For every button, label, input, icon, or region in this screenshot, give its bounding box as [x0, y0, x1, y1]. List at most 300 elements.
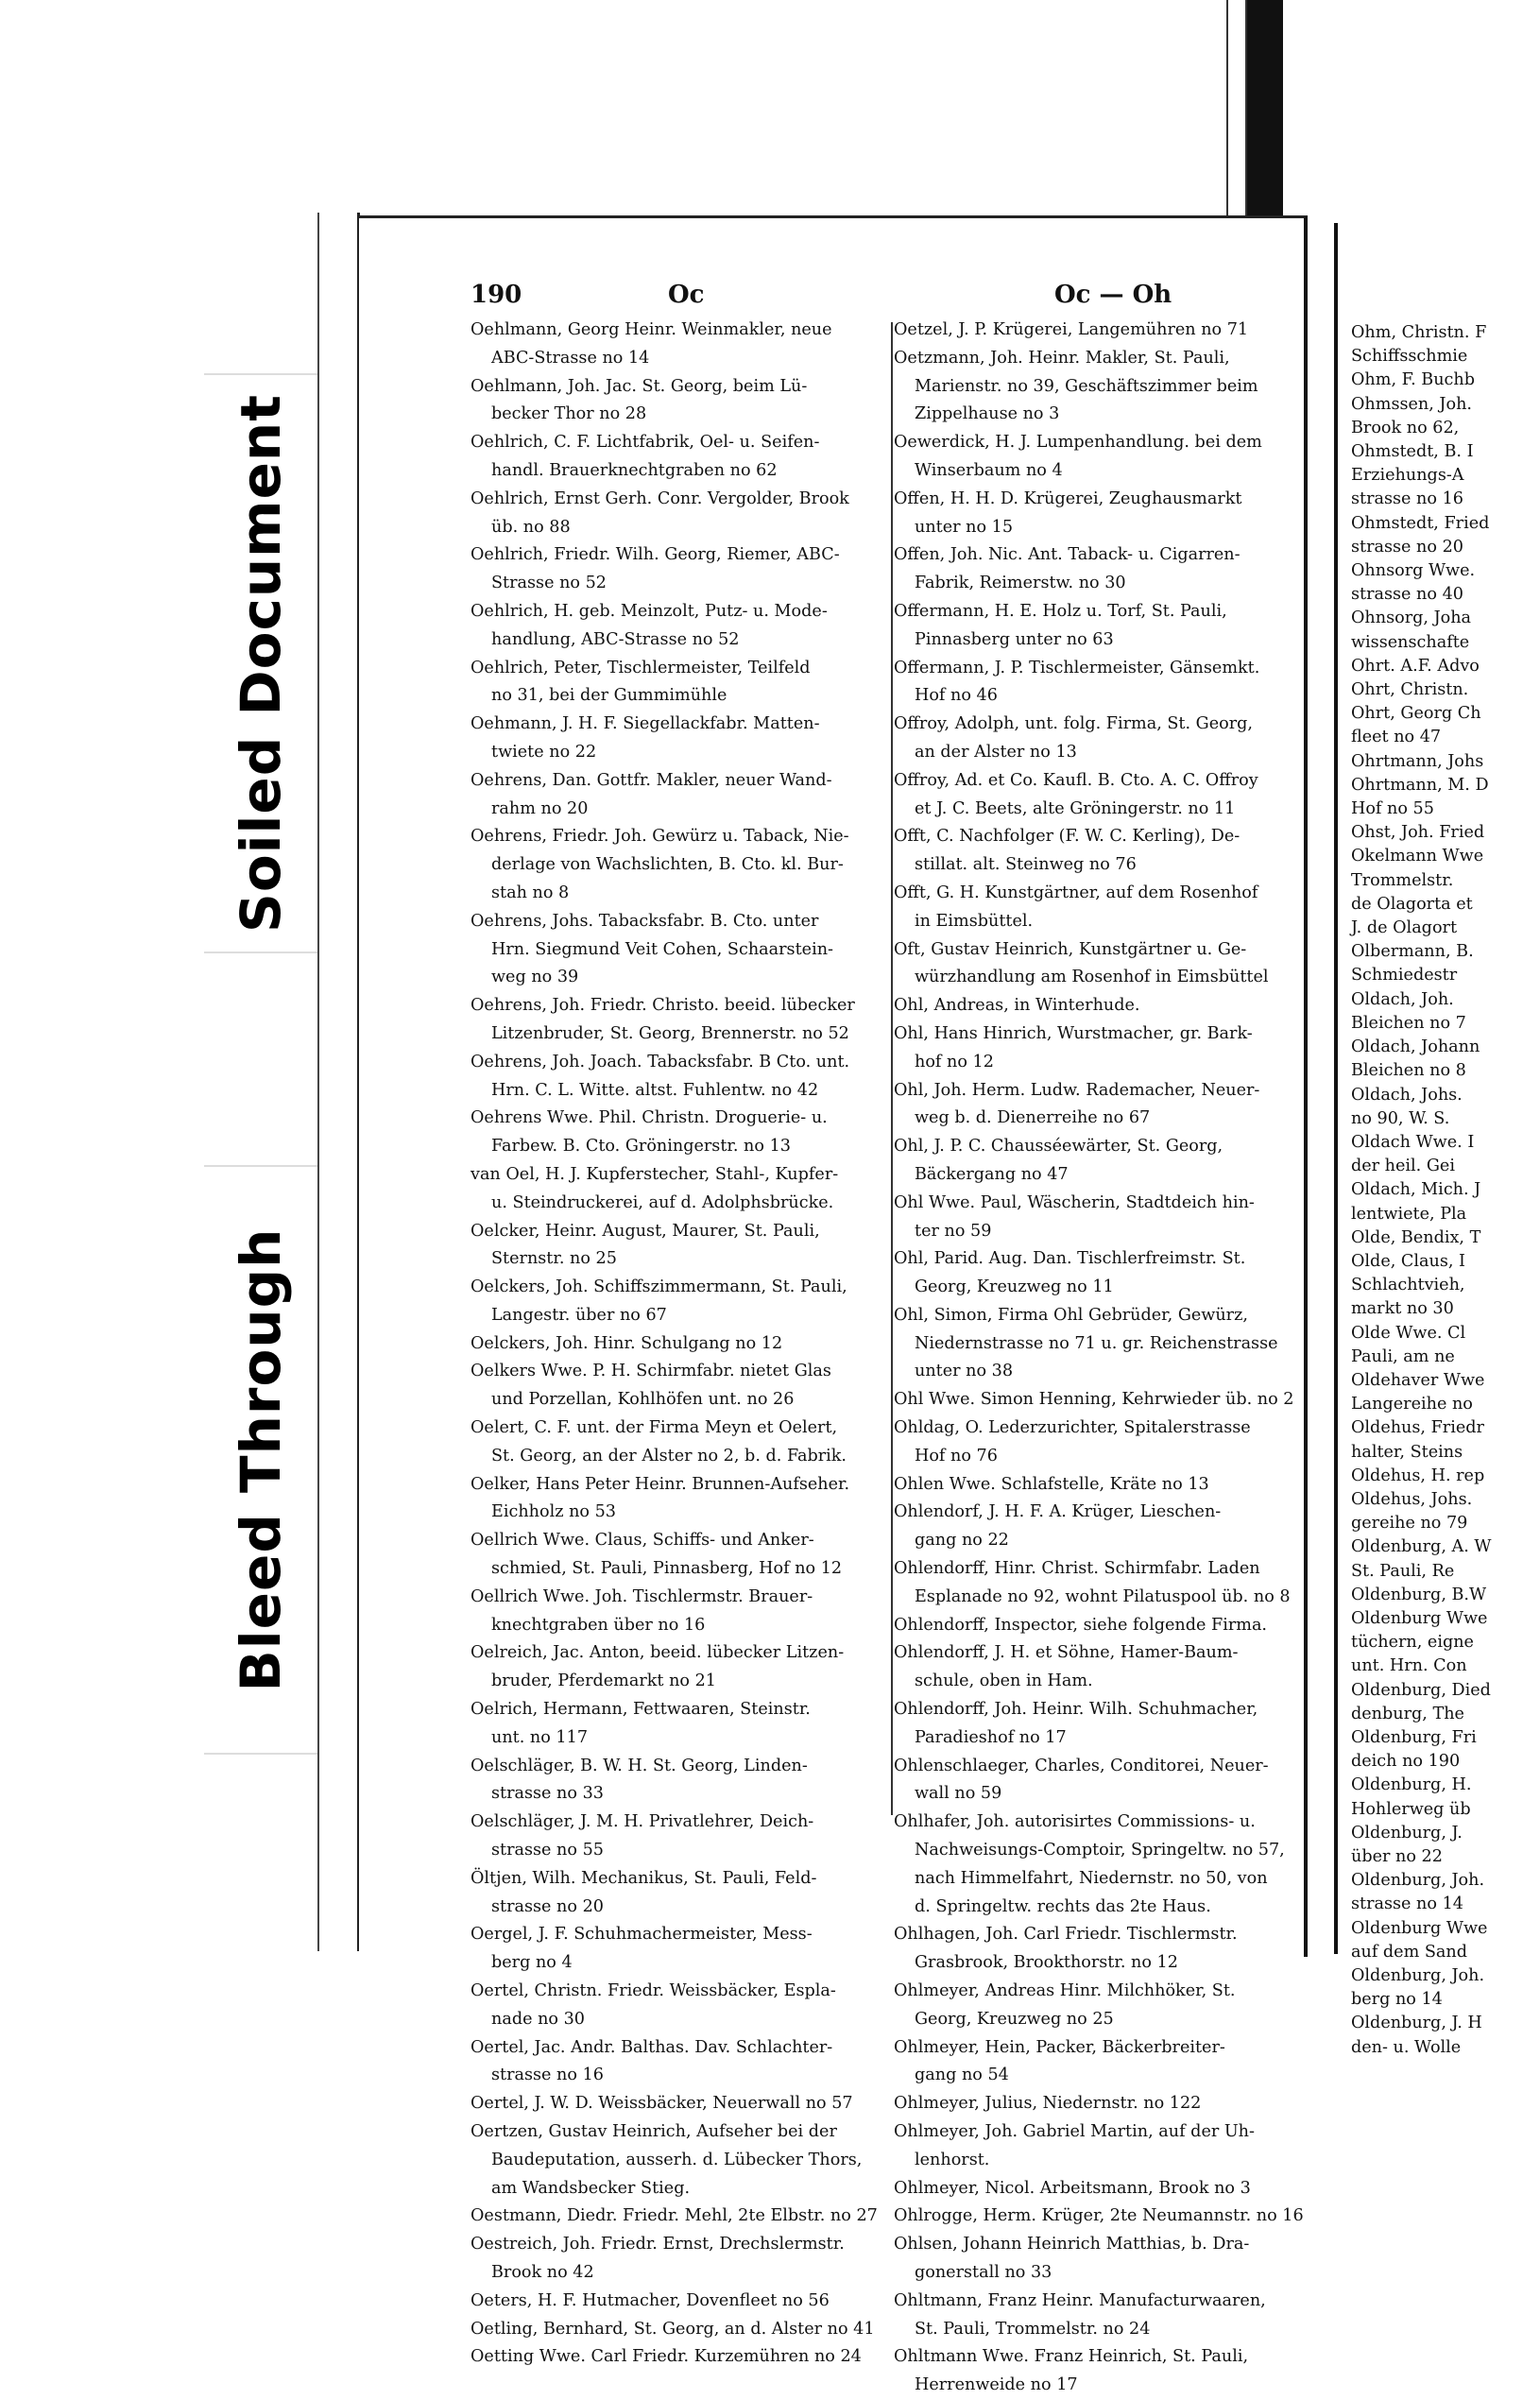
- facing-page-line: Ohrt, Christn.: [1351, 680, 1469, 700]
- directory-entry: [471, 1330, 892, 1359]
- entry-line: Ohl, Joh. Herm. Ludw. Rademacher, Neuer-: [894, 1080, 1260, 1100]
- directory-entry: [894, 1809, 1298, 1893]
- entry-line: Oergel, J. F. Schuhmachermeister, Mess-: [471, 1925, 813, 1945]
- facing-page-line: denburg, The: [1351, 1704, 1464, 1723]
- facing-page-line: Ohrt, Georg Ch: [1351, 704, 1481, 724]
- entry-line: Ohlrogge, Herm. Krüger, 2te Neumannstr. no 16: [894, 2206, 1304, 2226]
- entry-line: Oehrens, Friedr. Joh. Gewürz u. Taback, Nie-: [471, 827, 849, 847]
- directory-entry: [471, 1527, 892, 1584]
- facing-page-line: Ohnsorg Wwe.: [1351, 561, 1476, 581]
- entry-continuation: Bäckergang no 47: [915, 1164, 1069, 1184]
- entry-line: Ohl, Parid. Aug. Dan. Tischlerfreimstr. St.: [894, 1249, 1246, 1269]
- facing-page-line: Schlachtvieh,: [1351, 1276, 1465, 1295]
- facing-page-line: halter, Steins: [1351, 1442, 1463, 1462]
- facing-page-line: Schiffsschmie: [1351, 347, 1468, 367]
- entry-line: Oellrich Wwe. Joh. Tischlermstr. Brauer-: [471, 1586, 813, 1606]
- entry-line: Oelschläger, J. M. H. Privatlehrer, Deich-: [471, 1812, 814, 1832]
- entry-continuation: Hof no 46: [915, 686, 998, 706]
- directory-entry: [471, 1865, 892, 1922]
- facing-page-line: Oldach, Mich. J: [1351, 1180, 1481, 1200]
- facing-page-line: Ohnsorg, Joha: [1351, 609, 1472, 628]
- directory-entry: [471, 1105, 892, 1161]
- directory-entry: [471, 908, 892, 992]
- entry-line: Offroy, Adolph, unt. folg. Firma, St. Georg,: [894, 714, 1254, 734]
- directory-entry: [471, 1978, 892, 2034]
- directory-entry: [894, 2288, 1298, 2344]
- facing-page-line: Pauli, am ne: [1351, 1346, 1455, 1366]
- facing-page-line: Oldach, Johs.: [1351, 1085, 1463, 1105]
- entry-line: Oehrens Wwe. Phil. Christn. Droguerie- u.: [471, 1108, 828, 1128]
- facing-page-line: Oldehus, Friedr: [1351, 1418, 1484, 1438]
- entry-line: Oehlrich, Peter, Tischlermeister, Teilfeld: [471, 658, 811, 677]
- facing-page-line: Ohrtmann, M. D: [1351, 775, 1489, 795]
- entry-line: Ohlmeyer, Nicol. Arbeitsmann, Brook no 3: [894, 2178, 1251, 2198]
- entry-line: Ohlhagen, Joh. Carl Friedr. Tischlermstr.: [894, 1925, 1238, 1945]
- facing-page-line: Olde, Claus, I: [1351, 1251, 1465, 1271]
- entry-line: Oehrens, Johs. Tabacksfabr. B. Cto. unter: [471, 911, 819, 931]
- directory-entry: [471, 1753, 892, 1809]
- directory-entry: [894, 317, 1298, 345]
- directory-entry: [894, 429, 1298, 486]
- entry-continuation: berg no 4: [491, 1953, 573, 1973]
- facing-page-line: Oldenburg, J.: [1351, 1823, 1463, 1843]
- facing-page-line: Oldenburg, Joh.: [1351, 1966, 1485, 1986]
- entry-continuation: Hrn. Siegmund Veit Cohen, Schaarstein-: [491, 939, 833, 959]
- facing-page-line: Oldenburg, A. W: [1351, 1537, 1492, 1557]
- entry-continuation: strasse no 55: [491, 1841, 604, 1860]
- directory-entry: [894, 655, 1298, 711]
- entry-line: Oft, Gustav Heinrich, Kunstgärtner u. Ge-: [894, 939, 1247, 959]
- facing-page-line: markt no 30: [1351, 1299, 1454, 1319]
- facing-page-line: deich no 190: [1351, 1752, 1461, 1772]
- facing-page-line: der heil. Gei: [1351, 1157, 1455, 1176]
- entry-continuation: und Porzellan, Kohlhöfen unt. no 26: [491, 1390, 795, 1410]
- facing-page-line: berg no 14: [1351, 1990, 1443, 2010]
- directory-entry: [894, 1302, 1298, 1386]
- entry-continuation: gonerstall no 33: [915, 2262, 1052, 2282]
- facing-page-line: strasse no 20: [1351, 537, 1463, 557]
- directory-entry: [894, 2090, 1298, 2118]
- facing-page-line: Langereihe no: [1351, 1395, 1473, 1414]
- entry-continuation: am Wandsbecker Stieg.: [491, 2178, 691, 2198]
- entry-line: Ohl Wwe. Simon Henning, Kehrwieder üb. no 2: [894, 1390, 1294, 1410]
- directory-entry: [894, 345, 1298, 429]
- directory-entry: [471, 2288, 892, 2316]
- entry-continuation: d. Springeltw. rechts das 2te Haus.: [915, 1896, 1211, 1916]
- directory-entry: [471, 1921, 892, 1978]
- facing-page-line: Ohrtmann, Johs: [1351, 751, 1484, 771]
- facing-page-line: Bleichen no 8: [1351, 1061, 1466, 1081]
- entry-continuation: Esplanade no 92, wohnt Pilatuspool üb. no 8: [915, 1586, 1291, 1606]
- facing-page-line: Erziehungs-A: [1351, 466, 1464, 486]
- entry-line: Oetzel, J. P. Krügerei, Langemühren no 71: [894, 320, 1249, 339]
- entry-line: Oertel, Jac. Andr. Balthas. Dav. Schlachter-: [471, 2037, 833, 2057]
- entry-continuation: ter no 59: [915, 1221, 992, 1241]
- entry-line: Oelschläger, B. W. H. St. Georg, Linden-: [471, 1756, 808, 1775]
- entry-continuation: Georg, Kreuzweg no 11: [915, 1277, 1114, 1297]
- directory-entry: [471, 2090, 892, 2118]
- entry-line: Oelert, C. F. unt. der Firma Meyn et Oelert,: [471, 1418, 838, 1438]
- entry-line: Ohlendorff, Joh. Heinr. Wilh. Schuhmacher,: [894, 1700, 1258, 1720]
- directory-entry: [471, 1639, 892, 1696]
- entry-line: Oehlrich, C. F. Lichtfabrik, Oel- u. Seifen-: [471, 433, 820, 453]
- facing-page-line: Ohmssen, Joh.: [1351, 394, 1472, 414]
- facing-page-line: Oldach, Joh.: [1351, 989, 1454, 1009]
- directory-entry: [471, 486, 892, 542]
- entry-line: Oehmann, J. H. F. Siegellackfabr. Matten-: [471, 714, 820, 734]
- facing-page-line: Ohmstedt, Fried: [1351, 513, 1490, 533]
- directory-entry: [471, 541, 892, 598]
- directory-entry: [894, 1612, 1298, 1640]
- facing-page-line: wissenschafte: [1351, 632, 1470, 652]
- header-right: Oc — Oh: [1054, 281, 1172, 309]
- entry-continuation: üb. no 88: [491, 517, 571, 537]
- directory-entry: [894, 1555, 1298, 1612]
- entry-continuation: twiete no 22: [491, 742, 597, 762]
- entry-line: Ohlendorff, J. H. et Söhne, Hamer-Baum-: [894, 1643, 1239, 1663]
- facing-page-line: Oldehaver Wwe: [1351, 1370, 1485, 1390]
- facing-page-line: tüchern, eigne: [1351, 1633, 1474, 1653]
- directory-entry: [894, 2175, 1298, 2203]
- entry-line: Oellrich Wwe. Claus, Schiffs- und Anker-: [471, 1531, 814, 1551]
- facing-page-line: Olde Wwe. Cl: [1351, 1323, 1466, 1343]
- entry-continuation: St. Pauli, Trommelstr. no 24: [915, 2319, 1151, 2339]
- entry-continuation: schmied, St. Pauli, Pinnasberg, Hof no 12: [491, 1559, 843, 1579]
- facing-page-line: J. de Olagort: [1351, 918, 1458, 938]
- entry-continuation: Niedernstrasse no 71 u. gr. Reichenstrasse: [915, 1333, 1278, 1353]
- entry-continuation: gang no 22: [915, 1531, 1009, 1551]
- directory-entry: [471, 2034, 892, 2091]
- facing-page-line: de Olagorta et: [1351, 894, 1473, 914]
- entry-line: Oehrens, Joh. Joach. Tabacksfabr. B Cto. unt.: [471, 1052, 850, 1071]
- directory-entry: [894, 2034, 1298, 2091]
- directory-entry: [471, 1049, 892, 1106]
- entry-line: Ohlendorf, J. H. F. A. Krüger, Lieschen-: [894, 1502, 1222, 1522]
- directory-entry: [894, 2118, 1298, 2175]
- facing-page-line: Olde, Bendix, T: [1351, 1227, 1481, 1247]
- soiled-document-label: Soiled Document: [229, 394, 293, 933]
- directory-entry: [471, 1809, 892, 1865]
- entry-continuation: unter no 38: [915, 1362, 1014, 1381]
- facing-page-line: Trommelstr.: [1351, 870, 1454, 890]
- entry-line: Offen, H. H. D. Krügerei, Zeughausmarkt: [894, 489, 1242, 508]
- entry-line: Oetting Wwe. Carl Friedr. Kurzemühren no 24: [471, 2347, 862, 2367]
- directory-entry: [471, 655, 892, 711]
- bleed-through-tab: [204, 1165, 320, 1755]
- directory-entry: [894, 486, 1298, 542]
- entry-continuation: Marienstr. no 39, Geschäftszimmer beim: [915, 376, 1258, 396]
- entry-line: Oertzen, Gustav Heinrich, Aufseher bei der: [471, 2122, 837, 2141]
- entry-continuation: stah no 8: [491, 883, 570, 902]
- entry-line: Oelreich, Jac. Anton, beeid. lübecker Litzen-: [471, 1643, 845, 1663]
- directory-entry: [894, 1245, 1298, 1302]
- directory-entry: [894, 2231, 1298, 2288]
- facing-page-line: gereihe no 79: [1351, 1514, 1468, 1534]
- facing-page-line: Ohm, Christn. F: [1351, 323, 1487, 342]
- directory-entry: [894, 1696, 1298, 1753]
- facing-page-line: Ohst, Joh. Fried: [1351, 823, 1485, 843]
- bleed-through-label: Bleed Through: [229, 1227, 293, 1692]
- entry-line: Ohlmeyer, Andreas Hinr. Milchhöker, St.: [894, 1981, 1236, 2001]
- entry-line: Offermann, J. P. Tischlermeister, Gänsemkt.: [894, 658, 1260, 677]
- entry-line: Oetling, Bernhard, St. Georg, an d. Alster no 41: [471, 2319, 875, 2339]
- entry-line: Ohlsen, Johann Heinrich Matthias, b. Dra-: [894, 2235, 1250, 2254]
- entry-continuation: Pinnasberg unter no 63: [915, 629, 1114, 649]
- entry-continuation: weg no 39: [491, 968, 579, 987]
- entry-line: Oetzmann, Joh. Heinr. Makler, St. Pauli,: [894, 348, 1230, 368]
- directory-entry: [894, 1471, 1298, 1500]
- entry-continuation: gang no 54: [915, 2066, 1009, 2085]
- facing-page-line: Oldenburg, B.W: [1351, 1585, 1487, 1604]
- entry-line: Oehlrich, Ernst Gerh. Conr. Vergolder, Brook: [471, 489, 849, 508]
- facing-page-line: Oldenburg Wwe: [1351, 1918, 1488, 1938]
- entry-line: Ohldag, O. Lederzurichter, Spitalerstrasse: [894, 1418, 1251, 1438]
- facing-page-line: auf dem Sand: [1351, 1942, 1468, 1962]
- directory-entry: [471, 1161, 892, 1218]
- entry-continuation: würzhandlung am Rosenhof in Eimsbüttel: [915, 968, 1269, 987]
- entry-line: Oehlmann, Georg Heinr. Weinmakler, neue: [471, 320, 832, 339]
- entry-line: Oelcker, Heinr. August, Maurer, St. Pauli,: [471, 1221, 820, 1241]
- entry-line: Ohlenschlaeger, Charles, Conditorei, Neuer-: [894, 1756, 1269, 1775]
- entry-continuation: St. Georg, an der Alster no 2, b. d. Fabrik.: [491, 1446, 847, 1466]
- entry-continuation: Sternstr. no 25: [491, 1249, 617, 1269]
- entry-continuation: Herrenweide no 17: [915, 2375, 1078, 2395]
- entry-continuation: weg b. d. Dienerreihe no 67: [915, 1108, 1151, 1128]
- entry-line: Oehlrich, H. geb. Meinzolt, Putz- u. Mode-: [471, 601, 828, 621]
- directory-entry: [471, 2343, 892, 2372]
- entry-continuation: nade no 30: [491, 2009, 585, 2029]
- facing-page-line: Ohrt. A.F. Advo: [1351, 656, 1480, 676]
- directory-entry: [894, 1414, 1298, 1471]
- directory-entry: [471, 598, 892, 655]
- directory-entry: [894, 880, 1298, 936]
- entry-continuation: Georg, Kreuzweg no 25: [915, 2009, 1114, 2029]
- facing-page: [1334, 223, 1515, 2057]
- entry-continuation: bruder, Pferdemarkt no 21: [491, 1671, 716, 1691]
- entry-continuation: an der Alster no 13: [915, 742, 1077, 762]
- entry-continuation: strasse no 20: [491, 1896, 604, 1916]
- directory-entry: [471, 373, 892, 430]
- soiled-document-tab: [204, 373, 320, 953]
- entry-continuation: Brook no 42: [491, 2262, 594, 2282]
- entry-line: Oelrich, Hermann, Fettwaaren, Steinstr.: [471, 1700, 811, 1720]
- entry-continuation: rahm no 20: [491, 798, 589, 818]
- entry-line: Oewerdick, H. J. Lumpenhandlung. bei dem: [894, 433, 1262, 453]
- entry-continuation: strasse no 16: [491, 2066, 604, 2085]
- facing-page-line: Oldenburg, H.: [1351, 1775, 1472, 1795]
- facing-page-line: Oldehus, Johs.: [1351, 1489, 1473, 1509]
- directory-entry: [471, 2118, 892, 2203]
- directory-entry: [471, 2316, 892, 2344]
- entry-line: Öltjen, Wilh. Mechanikus, St. Pauli, Feld-: [471, 1868, 817, 1888]
- page-edge-strip: [1226, 0, 1247, 219]
- entry-line: Oehlrich, Friedr. Wilh. Georg, Riemer, ABC-: [471, 545, 840, 565]
- facing-page-line: über no 22: [1351, 1847, 1443, 1866]
- entry-continuation: strasse no 33: [491, 1784, 604, 1804]
- middle-column: [894, 317, 1304, 2400]
- directory-entry: [894, 1020, 1298, 1077]
- facing-page-line: Oldach, Johann: [1351, 1037, 1480, 1057]
- directory-entry: [471, 1358, 892, 1414]
- directory-entry: [471, 711, 892, 767]
- entry-line: Offermann, H. E. Holz u. Torf, St. Pauli,: [894, 601, 1227, 621]
- left-column: [471, 317, 892, 2372]
- entry-line: Ohltmann, Franz Heinr. Manufacturwaaren,: [894, 2290, 1266, 2310]
- entry-line: Oelkers Wwe. P. H. Schirmfabr. nietet Glas: [471, 1362, 831, 1381]
- entry-continuation: in Eimsbüttel.: [915, 911, 1034, 931]
- facing-page-line: strasse no 14: [1351, 1894, 1463, 1914]
- facing-page-line: Ohm, F. Buchb: [1351, 370, 1475, 390]
- facing-page-line: den- u. Wolle: [1351, 2037, 1462, 2057]
- facing-page-line: Okelmann Wwe: [1351, 847, 1484, 866]
- directory-entry: [894, 1386, 1298, 1414]
- entry-line: Ohl Wwe. Paul, Wäscherin, Stadtdeich hin-: [894, 1192, 1255, 1212]
- directory-entry: [894, 1499, 1298, 1555]
- directory-entry: [471, 1471, 892, 1528]
- entry-line: Ohl, Hans Hinrich, Wurstmacher, gr. Bark-: [894, 1023, 1253, 1043]
- entry-continuation: u. Steindruckerei, auf d. Adolphsbrücke.: [491, 1192, 834, 1212]
- entry-line: Ohl, Andreas, in Winterhude.: [894, 996, 1140, 1016]
- entry-continuation: unt. no 117: [491, 1727, 589, 1747]
- entry-continuation: Paradieshof no 17: [915, 1727, 1067, 1747]
- directory-entry: [894, 598, 1298, 655]
- directory-entry: [894, 1978, 1298, 2034]
- entry-line: Oestreich, Joh. Friedr. Ernst, Drechslermstr.: [471, 2235, 845, 2254]
- entry-continuation: Winserbaum no 4: [915, 460, 1063, 480]
- entry-continuation: wall no 59: [915, 1784, 1002, 1804]
- entry-continuation: schule, oben in Ham.: [915, 1671, 1093, 1691]
- black-band: [1245, 0, 1283, 219]
- entry-line: Offt, C. Nachfolger (F. W. C. Kerling), De-: [894, 827, 1241, 847]
- facing-page-line: no 90, W. S.: [1351, 1108, 1450, 1128]
- facing-page-line: Oldehus, H. rep: [1351, 1466, 1485, 1485]
- directory-entry: [894, 1753, 1298, 1809]
- entry-continuation: et J. C. Beets, alte Gröningerstr. no 11: [915, 798, 1236, 818]
- directory-entry: [894, 1133, 1298, 1190]
- entry-line: Oehrens, Dan. Gottfr. Makler, neuer Wand-: [471, 770, 832, 790]
- directory-entry: [894, 711, 1298, 767]
- facing-page-line: Schmiedestr: [1351, 966, 1458, 986]
- facing-page-line: Hohlerweg üb: [1351, 1799, 1471, 1819]
- directory-entry: [471, 1584, 892, 1640]
- directory-entry: [471, 767, 892, 824]
- entry-line: Oertel, Christn. Friedr. Weissbäcker, Espla-: [471, 1981, 836, 2001]
- entry-line: Ohl, J. P. C. Chausséewärter, St. Georg,: [894, 1137, 1223, 1157]
- entry-line: Ohlen Wwe. Schlafstelle, Kräte no 13: [894, 1474, 1209, 1494]
- directory-entry: [471, 1274, 892, 1330]
- entry-line: Ohlmeyer, Julius, Niedernstr. no 122: [894, 2094, 1202, 2114]
- directory-entry: [471, 1696, 892, 1753]
- right-column: [1351, 321, 1540, 2060]
- directory-entry: [894, 1077, 1298, 1134]
- entry-continuation: Baudeputation, ausserh. d. Lübecker Thors,: [491, 2150, 863, 2169]
- facing-page-line: Oldenburg, Fri: [1351, 1727, 1477, 1747]
- entry-continuation: no 31, bei der Gummimühle: [491, 686, 727, 706]
- directory-entry: [471, 1414, 892, 1471]
- directory-entry: [471, 992, 892, 1049]
- entry-line: Oestmann, Diedr. Friedr. Mehl, 2te Elbstr. no 27: [471, 2206, 878, 2226]
- entry-line: Offen, Joh. Nic. Ant. Taback- u. Cigarren-: [894, 545, 1241, 565]
- directory-entry: [894, 1190, 1298, 1246]
- page-header: [359, 281, 1304, 318]
- entry-continuation: Fabrik, Reimerstw. no 30: [915, 574, 1126, 593]
- facing-page-line: Brook no 62,: [1351, 418, 1460, 437]
- entry-continuation: Farbew. B. Cto. Gröningerstr. no 13: [491, 1137, 791, 1157]
- facing-page-line: St. Pauli, Re: [1351, 1561, 1455, 1581]
- facing-page-line: lentwiete, Pla: [1351, 1204, 1467, 1224]
- directory-entry: [894, 2203, 1304, 2231]
- entry-continuation: Hof no 76: [915, 1446, 998, 1466]
- entry-line: Oeters, H. F. Hutmacher, Dovenfleet no 56: [471, 2290, 830, 2310]
- directory-entry: [471, 317, 892, 373]
- entry-line: Ohlmeyer, Hein, Packer, Bäckerbreiter-: [894, 2037, 1225, 2057]
- facing-page-line: Oldenburg Wwe: [1351, 1608, 1488, 1628]
- entry-continuation: stillat. alt. Steinweg no 76: [915, 855, 1137, 875]
- directory-entry: [894, 767, 1298, 824]
- entry-line: Oehrens, Joh. Friedr. Christo. beeid. lübecker: [471, 996, 855, 1016]
- directory-entry: [471, 2203, 892, 2231]
- entry-continuation: Nachweisungs-Comptoir, Springeltw. no 57,: [915, 1841, 1285, 1860]
- entry-line: Oelckers, Joh. Hinr. Schulgang no 12: [471, 1333, 783, 1353]
- directory-entry: [471, 823, 892, 907]
- header-left: Oc: [668, 281, 705, 309]
- entry-line: Ohlendorff, Inspector, siehe folgende Firma.: [894, 1615, 1268, 1635]
- facing-page-line: unt. Hrn. Con: [1351, 1656, 1467, 1676]
- entry-line: Oelker, Hans Peter Heinr. Brunnen-Aufseher.: [471, 1474, 850, 1494]
- directory-entry: [471, 1218, 892, 1275]
- entry-continuation: Strasse no 52: [491, 574, 607, 593]
- page-number: 190: [471, 281, 522, 309]
- entry-continuation: handlung, ABC-Strasse no 52: [491, 629, 740, 649]
- directory-entry: [894, 541, 1298, 598]
- entry-line: van Oel, H. J. Kupferstecher, Stahl-, Kupfer-: [471, 1164, 839, 1184]
- facing-page-line: fleet no 47: [1351, 728, 1442, 747]
- entry-continuation: lenhorst.: [915, 2150, 990, 2169]
- directory-entry: [894, 2343, 1298, 2400]
- directory-entry: [471, 2231, 892, 2288]
- directory-entry: [471, 429, 892, 486]
- book-edge: [317, 213, 360, 1951]
- entry-line: Oertel, J. W. D. Weissbäcker, Neuerwall no 57: [471, 2094, 853, 2114]
- entry-continuation: nach Himmelfahrt, Niedernstr. no 50, von: [915, 1868, 1268, 1888]
- entry-continuation: Litzenbruder, St. Georg, Brennerstr. no 52: [491, 1023, 849, 1043]
- entry-line: Oelckers, Joh. Schiffszimmermann, St. Pauli,: [471, 1277, 847, 1297]
- entry-continuation: derlage von Wachslichten, B. Cto. kl. Bur-: [491, 855, 844, 875]
- directory-entry: [894, 1639, 1298, 1696]
- facing-page-line: strasse no 40: [1351, 585, 1463, 605]
- facing-page-line: Ohmstedt, B. I: [1351, 442, 1474, 462]
- entry-continuation: Langestr. über no 67: [491, 1305, 667, 1325]
- facing-page-line: Hof no 55: [1351, 799, 1434, 819]
- entry-line: Offroy, Ad. et Co. Kaufl. B. Cto. A. C. Offroy: [894, 770, 1258, 790]
- entry-continuation: hof no 12: [915, 1052, 994, 1071]
- facing-page-line: Bleichen no 7: [1351, 1013, 1466, 1033]
- facing-page-line: Olbermann, B.: [1351, 942, 1474, 962]
- entry-line: Ohlhafer, Joh. autorisirtes Commissions- u.: [894, 1812, 1256, 1832]
- entry-continuation: ABC-Strasse no 14: [491, 348, 650, 368]
- entry-continuation: Hrn. C. L. Witte. altst. Fuhlentw. no 42: [491, 1080, 819, 1100]
- entry-line: Ohltmann Wwe. Franz Heinrich, St. Pauli,: [894, 2347, 1249, 2367]
- directory-entry: [894, 823, 1298, 880]
- entry-continuation: knechtgraben über no 16: [491, 1615, 706, 1635]
- directory-page: [359, 215, 1308, 2395]
- directory-entry: [894, 992, 1298, 1020]
- directory-entry: [894, 936, 1298, 993]
- entry-continuation: unter no 15: [915, 517, 1014, 537]
- entry-continuation: Eichholz no 53: [491, 1502, 616, 1522]
- entry-continuation: Zippelhause no 3: [915, 404, 1060, 424]
- entry-continuation: becker Thor no 28: [491, 404, 647, 424]
